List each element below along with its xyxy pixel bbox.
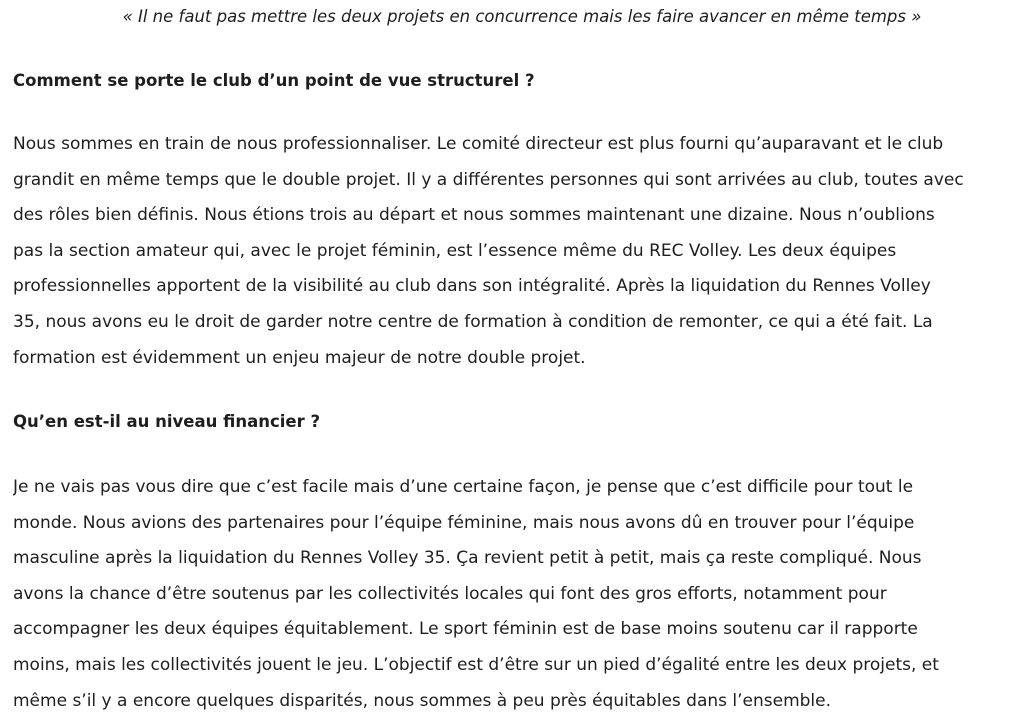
pull-quote: « Il ne faut pas mettre les deux projets en concurrence mais les faire avancer en même temps » xyxy=(122,7,922,26)
paragraph-line: monde. Nous avions des partenaires pour l’équipe féminine, mais nous avons dû en trouver pour l’équipe xyxy=(13,512,915,533)
paragraph-line: masculine après la liquidation du Rennes Volley 35. Ça revient petit à petit, mais ça reste compliqué. Nous xyxy=(13,548,922,569)
paragraph-line: des rôles bien définis. Nous étions trois au départ et nous sommes maintenant une dizaine. Nous n’oublions xyxy=(13,205,935,226)
paragraph-line: Je ne vais pas vous dire que c’est facile mais d’une certaine façon, je pense que c’est difficile pour tout le xyxy=(13,477,914,497)
paragraph-line: professionnelles apportent de la visibilité au club dans son intégralité. Après la liquidation du Rennes Volley xyxy=(13,276,931,297)
paragraph-line: grandit en même temps que le double projet. Il y a différentes personnes qui sont arrivées au club, toutes avec xyxy=(13,169,964,190)
paragraph-line: même s’il y a encore quelques disparités, nous sommes à peu près équitables dans l’ensemble. xyxy=(13,690,832,711)
section-heading-finance: Qu’en est-il au niveau financier ? xyxy=(13,412,321,431)
paragraph-line: formation est évidemment un enjeu majeur de notre double projet. xyxy=(13,347,586,368)
paragraph-line: accompagner les deux équipes équitablement. Le sport féminin est de base moins soutenu car il rapporte xyxy=(13,619,918,640)
section-paragraph-finance xyxy=(13,470,1024,719)
paragraph-line: 35, nous avons eu le droit de garder notre centre de formation à condition de remonter, ce qui a été fait. La xyxy=(13,311,933,332)
section-paragraph-structure xyxy=(13,127,1024,376)
section-heading-structure: Comment se porte le club d’un point de vue structurel ? xyxy=(13,71,535,90)
paragraph-line: avons la chance d’être soutenus par les collectivités locales qui font des gros efforts, notamment pour xyxy=(13,583,887,604)
paragraph-line: Nous sommes en train de nous professionnaliser. Le comité directeur est plus fourni qu’auparavant et le club xyxy=(13,134,944,154)
paragraph-line: moins, mais les collectivités jouent le jeu. L’objectif est d’être sur un pied d’égalité entre les deux projets, et xyxy=(13,654,939,675)
paragraph-line: pas la section amateur qui, avec le projet féminin, est l’essence même du REC Volley. Les deux équipes xyxy=(13,240,897,261)
